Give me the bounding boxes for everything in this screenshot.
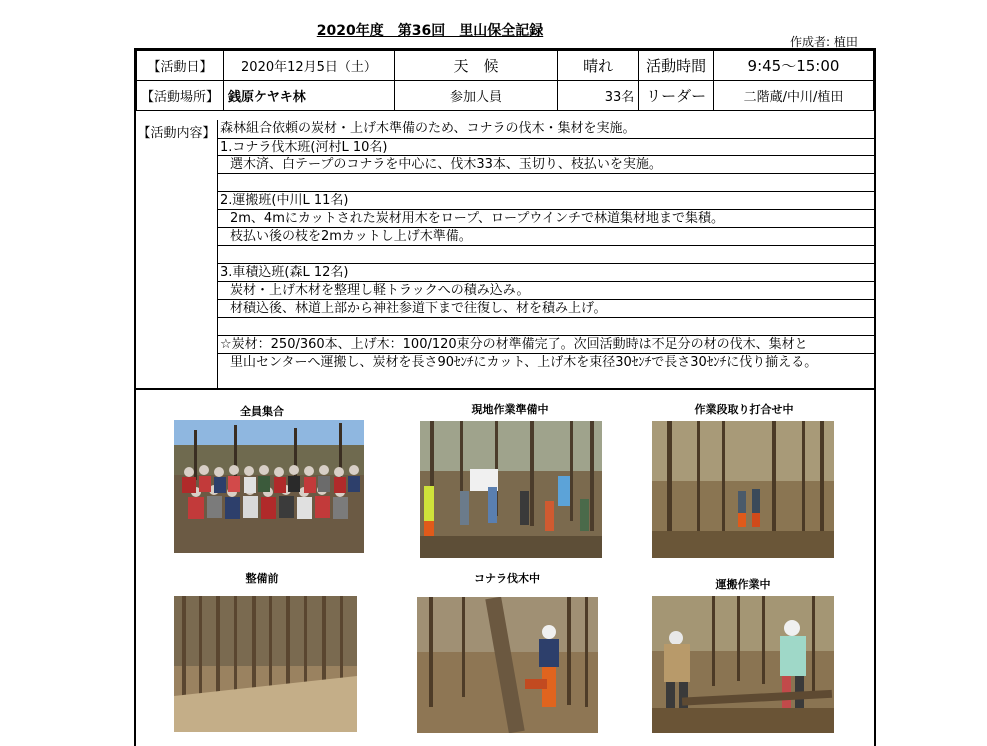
- weather-value: 晴れ: [557, 51, 638, 81]
- activity-line: 2.運搬班(中川L 11名): [218, 192, 874, 210]
- participants-value: 33名: [557, 81, 638, 111]
- activity-lines: [218, 120, 874, 372]
- time-label: 活動時間: [639, 51, 714, 81]
- activity-line: 選木済、白テープのコナラを中心に、伐木33本、玉切り、枝払いを実施。: [218, 156, 874, 174]
- meeting-photo: [652, 421, 834, 558]
- transport-photo: [652, 596, 834, 733]
- place-value: 銭原ケヤキ林: [224, 81, 395, 111]
- photo-caption: 全員集合: [240, 405, 284, 418]
- activity-line: 3.車積込班(森L 12名): [218, 264, 874, 282]
- activity-line: 1.コナラ伐木班(河村L 10名): [218, 138, 874, 156]
- photo-caption: 運搬作業中: [715, 578, 771, 591]
- leader-label: リーダー: [639, 81, 714, 111]
- participants-label: 参加人員: [394, 81, 557, 111]
- activity-line: 材積込後、林道上部から神社参道下まで往復し、材を積み上げ。: [218, 300, 874, 318]
- photo-caption: 整備前: [245, 572, 279, 585]
- forest-before-photo: [174, 596, 357, 732]
- activity-line: ☆炭材：250/360本、上げ木：100/120束分の材準備完了。次回活動時は不足分の材の伐木、集材と: [218, 336, 874, 354]
- activity-line: 炭材・上げ木材を整理し軽トラックへの積み込み。: [218, 282, 874, 300]
- time-value: 9:45～15:00: [714, 51, 874, 81]
- activity-label: 【活動内容】: [136, 120, 218, 388]
- photo-caption: 作業段取り打合せ中: [694, 403, 794, 416]
- author: 作成者: 植田: [790, 35, 858, 49]
- weather-label: 天 候: [394, 51, 557, 81]
- activity-line: 枝払い後の枝を2mカットし上げ木準備。: [218, 228, 874, 246]
- photo-caption: コナラ伐木中: [474, 572, 540, 585]
- group-photo: [174, 420, 364, 553]
- date-value: 2020年12月5日（土）: [224, 51, 395, 81]
- preparation-photo: [420, 421, 602, 558]
- activity-line: [218, 174, 874, 192]
- activity-line: 里山センターへ運搬し、炭材を長さ90ｾﾝﾁにカット、上げ木を束径30ｾﾝﾁで長さ30ｾﾝﾁに伐り揃える。: [230, 355, 818, 370]
- activity-line: [218, 246, 874, 264]
- page-title: 2020年度 第36回 里山保全記録: [316, 23, 544, 39]
- divider: [136, 388, 874, 390]
- photo-caption: 現地作業準備中: [471, 403, 549, 416]
- felling-photo: [417, 597, 598, 733]
- activity-line: [218, 318, 874, 336]
- activity-line: 2m、4mにカットされた炭材用木をロープ、ロープウインチで林道集材地まで集積。: [218, 210, 874, 228]
- leader-value: 二階蔵/中川/植田: [714, 81, 874, 111]
- info-table: [136, 50, 874, 111]
- place-label: 【活動場所】: [137, 81, 224, 111]
- date-label: 【活動日】: [137, 51, 224, 81]
- activity-line: 森林組合依頼の炭材・上げ木準備のため、コナラの伐木・集材を実施。: [220, 121, 636, 136]
